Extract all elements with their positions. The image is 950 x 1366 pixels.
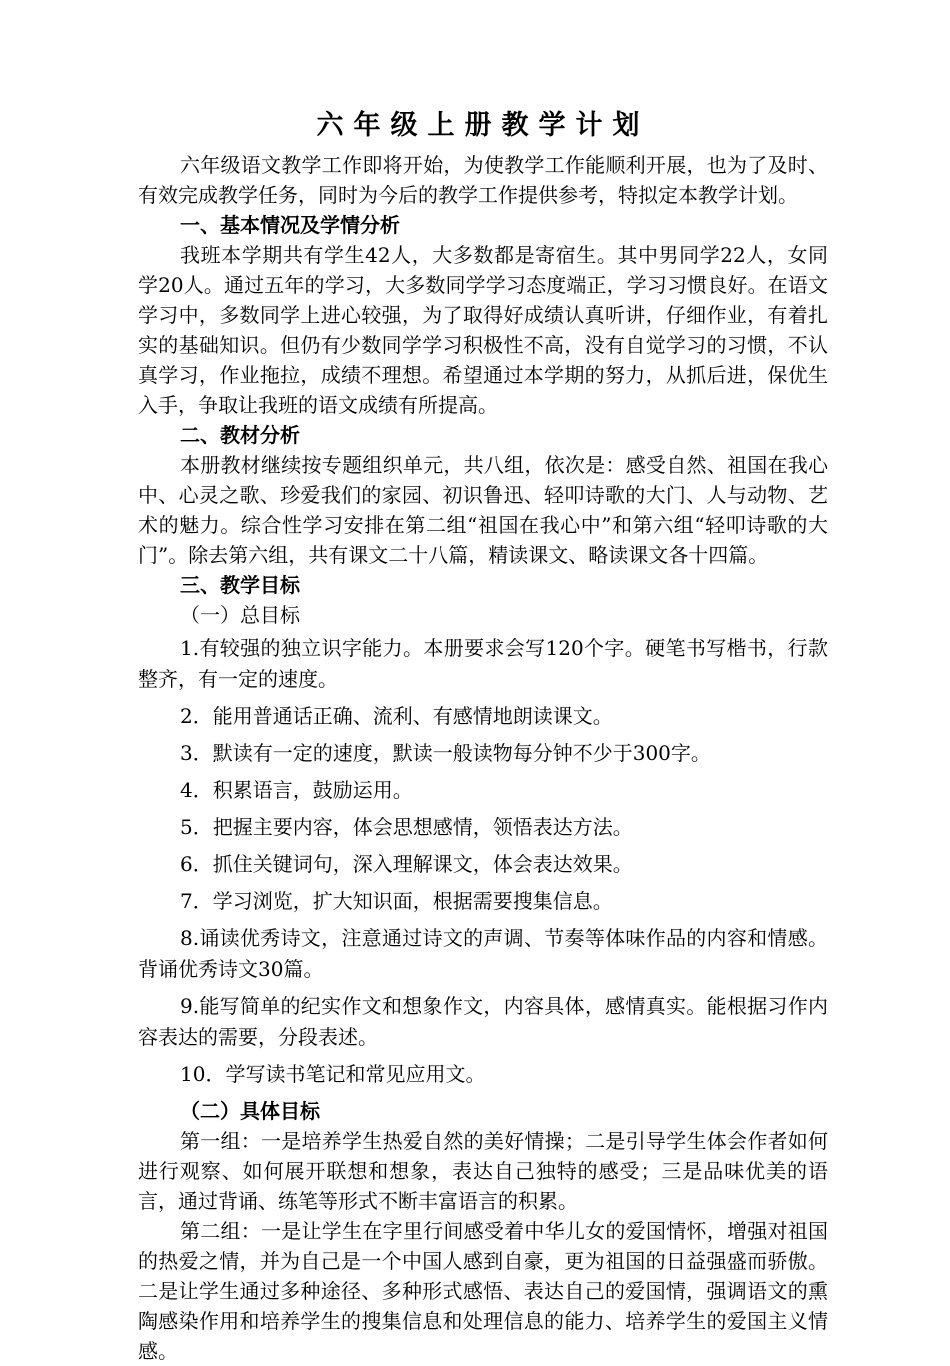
goal-item: 5．把握主要内容，体会思想感情，领悟表达方法。 <box>180 815 633 839</box>
goal-item: 6．抓住关键词句，深入理解课文，体会表达效果。 <box>180 852 633 876</box>
general-goals-heading: （一）总目标 <box>180 603 300 627</box>
goal-item: 1.有较强的独立识字能力。本册要求会写120个字。硬笔书写楷书，行款整齐，有一定的速度。 <box>138 636 828 691</box>
section-textbook-analysis-text: 本册教材继续按专题组织单元，共八组，依次是：感受自然、祖国在我心中、心灵之歌、珍爱我们的家园、初识鲁迅、轻叩诗歌的大门、人与动物、艺术的魅力。综合性学习安排在第二组“祖国在我心中”和第六组“轻叩诗歌的大门”。除去第六组，共有课文二十八篇，精读课文、略读课文各十四篇。 <box>138 453 828 567</box>
goal-item: 3．默读有一定的速度，默读一般读物每分钟不少于300字。 <box>180 741 711 765</box>
section-heading-basic-situation: 一、基本情况及学情分析 <box>180 213 400 237</box>
goal-item: 9.能写简单的纪实作文和想象作文，内容具体，感情真实。能根据习作内容表达的需要，分段表述。 <box>138 994 828 1049</box>
goal-item: 4．积累语言，鼓励运用。 <box>180 778 413 802</box>
group1-goals-text: 第一组：一是培养学生热爱自然的美好情操；二是引导学生体会作者如何进行观察、如何展开联想和想象，表达自己独特的感受；三是品味优美的语言，通过背诵、练笔等形式不断丰富语言的积累。 <box>138 1129 828 1213</box>
section-heading-textbook-analysis: 二、教材分析 <box>180 423 300 447</box>
document-page <box>138 106 828 1366</box>
document-title: 六年级上册教学计划 <box>316 110 650 141</box>
specific-goals-heading: （二）具体目标 <box>180 1099 320 1123</box>
goal-item: 7．学习浏览，扩大知识面，根据需要搜集信息。 <box>180 889 613 913</box>
general-goals-list <box>138 633 828 1090</box>
intro-paragraph: 六年级语文教学工作即将开始，为使教学工作能顺利开展，也为了及时、有效完成教学任务，同时为今后的教学工作提供参考，特拟定本教学计划。 <box>138 153 828 207</box>
goal-item: 10．学写读书笔记和常见应用文。 <box>180 1062 486 1086</box>
specific-goals <box>138 1096 828 1366</box>
goal-item: 2．能用普通话正确、流利、有感情地朗读课文。 <box>180 704 613 728</box>
goal-item: 8.诵读优秀诗文，注意通过诗文的声调、节奏等体味作品的内容和情感。背诵优秀诗文30篇。 <box>138 926 828 981</box>
group2-goals-text: 第二组：一是让学生在字里行间感受着中华儿女的爱国情怀，增强对祖国的热爱之情，并为自己是一个中国人感到自豪，更为祖国的日益强盛而骄傲。二是让学生通过多种途径、多种形式感悟、表达自己的爱国情，强调语文的熏陶感染作用和培养学生的搜集信息和处理信息的能力、培养学生的爱国主义情感。 <box>138 1219 828 1363</box>
section-basic-situation-text: 我班本学期共有学生42人，大多数都是寄宿生。其中男同学22人，女同学20人。通过五年的学习，大多数同学学习态度端正，学习习惯良好。在语文学习中，多数同学上进心较强，为了取得好成绩认真听讲，仔细作业，有着扎实的基础知识。但仍有少数同学学习积极性不高，没有自觉学习的习惯，不认真学习，作业拖拉，成绩不理想。希望通过本学期的努力，从抓后进，保优生入手，争取让我班的语文成绩有所提高。 <box>138 243 828 417</box>
section-heading-teaching-goals: 三、教学目标 <box>180 573 300 597</box>
